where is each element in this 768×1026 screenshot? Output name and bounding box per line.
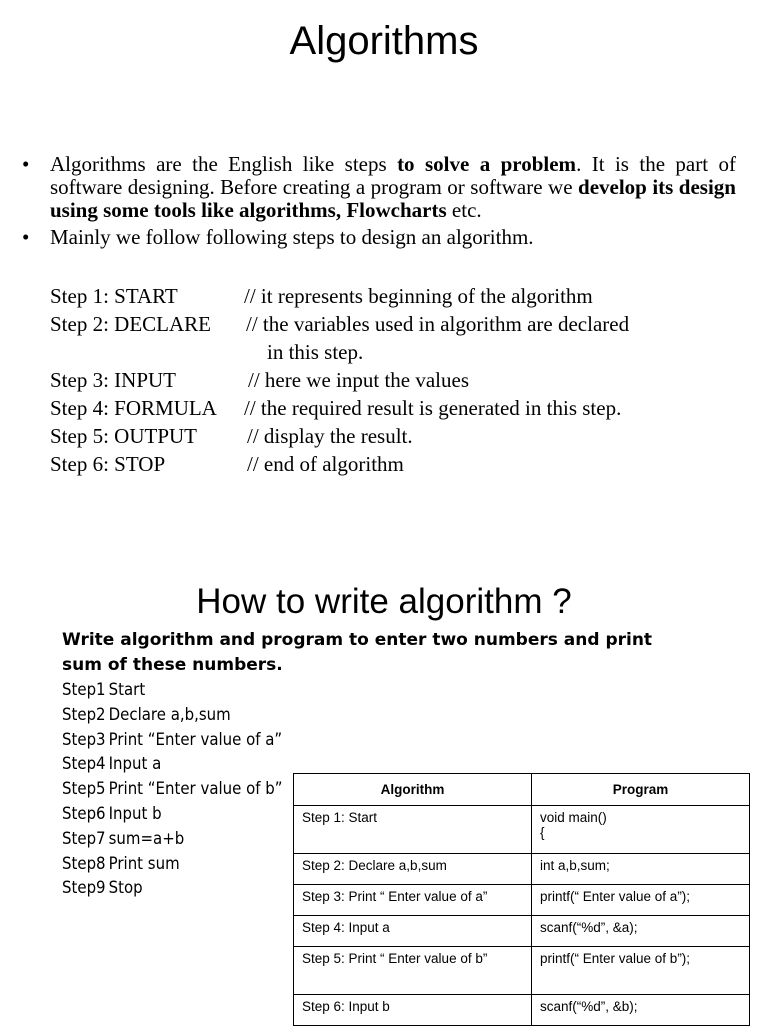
algorithm-program-table [293, 773, 750, 1026]
table-cell-algorithm: Step 1: Start [294, 806, 532, 854]
table-cell-algorithm: Step 3: Print “ Enter value of a” [294, 885, 532, 916]
bullet-bold-part: to solve a problem [397, 152, 577, 176]
example-step [62, 728, 590, 753]
table-cell-program: int a,b,sum; [532, 854, 750, 885]
table-cell-program: printf(“ Enter value of b”); [532, 947, 750, 995]
bullet-item [22, 153, 736, 222]
step-label: Step 3: INPUT [50, 368, 176, 392]
program-line: void main() [540, 810, 607, 825]
table-row [294, 854, 750, 885]
example-step-text: Declare a,b,sum [108, 704, 231, 725]
example-step [62, 678, 590, 703]
step-comment: // the required result is generated in this step. [244, 396, 622, 420]
example-step-label: Step1 [62, 680, 106, 700]
table-cell-program: scanf(“%d”, &a); [532, 916, 750, 947]
example-step-label: Step7 [62, 828, 106, 849]
example-question [62, 628, 662, 678]
bullet-item [22, 226, 736, 249]
step-comment: // it represents beginning of the algorithm [244, 284, 593, 308]
table-header-row [294, 774, 750, 806]
step-label: Step 1: START [50, 284, 178, 308]
example-step-text: Stop [108, 878, 143, 899]
bullet-part: Algorithms are the English like steps [50, 152, 398, 176]
table-header-cell: Algorithm [294, 774, 532, 806]
program-line: { [540, 825, 545, 840]
step-label: Step 4: FORMULA [50, 396, 217, 420]
step-comment-continued: in this step. [267, 340, 364, 364]
bullet-bold-part: develop its design using some tools like algorithms, Flowcharts [50, 175, 736, 222]
example-step-label: Step6 [62, 803, 106, 824]
example-step-text: Print “Enter value of a” [108, 729, 283, 750]
example-question-line: sum of these numbers. [62, 655, 283, 675]
step-row [50, 282, 750, 310]
table-header-cell: Program [532, 774, 750, 806]
example-step-label: Step3 [62, 729, 106, 750]
table-row [294, 806, 750, 854]
example-step-text: Print sum [108, 853, 180, 874]
example-question-line: Write algorithm and program to enter two numbers and print [62, 630, 653, 650]
step-row [50, 310, 750, 338]
example-step-text: Input a [108, 754, 162, 775]
bullet-text [50, 153, 736, 222]
example-step-label: Step8 [62, 853, 106, 874]
table-cell-program: printf(“ Enter value of a”); [532, 885, 750, 916]
step-row [50, 450, 750, 478]
table-cell-program [532, 806, 750, 854]
step-continuation [50, 338, 750, 366]
step-row [50, 394, 750, 422]
example-step-text: sum=a+b [108, 828, 185, 849]
bullet-text: Mainly we follow following steps to design an algorithm. [50, 225, 534, 249]
step-comment: // the variables used in algorithm are declared [246, 312, 630, 336]
page-title: Algorithms [289, 19, 479, 63]
example-step-text: Start [108, 680, 146, 700]
bullet-icon: • [22, 152, 30, 176]
example-step-label: Step9 [62, 878, 106, 899]
step-label: Step 5: OUTPUT [50, 424, 197, 448]
table-row [294, 885, 750, 916]
table-row [294, 947, 750, 995]
table-row [294, 995, 750, 1026]
example-step [62, 703, 590, 728]
example-step-label: Step5 [62, 779, 106, 800]
table-cell-algorithm: Step 5: Print “ Enter value of b” [294, 947, 532, 995]
step-label: Step 6: STOP [50, 452, 166, 476]
algorithm-steps [50, 282, 750, 478]
step-label: Step 2: DECLARE [50, 312, 211, 336]
table-cell-algorithm: Step 2: Declare a,b,sum [294, 854, 532, 885]
section-title: How to write algorithm ? [196, 582, 572, 621]
table-row [294, 916, 750, 947]
example-step-text: Print “Enter value of b” [108, 779, 283, 800]
step-row [50, 422, 750, 450]
bullet-part: etc. [446, 198, 482, 222]
bullet-part: . It is the part of software designing. Before creating a program or software we [50, 152, 736, 199]
step-comment: // display the result. [247, 424, 413, 448]
intro-bullets [22, 153, 736, 249]
step-comment: // end of algorithm [247, 452, 404, 476]
step-comment: // here we input the values [248, 368, 470, 392]
example-step-label: Step2 [62, 704, 106, 725]
table-cell-program: scanf(“%d”, &b); [532, 995, 750, 1026]
table-cell-algorithm: Step 4: Input a [294, 916, 532, 947]
table-cell-algorithm: Step 6: Input b [294, 995, 532, 1026]
example-step-text: Input b [108, 803, 162, 824]
step-row [50, 366, 750, 394]
example-step-label: Step4 [62, 754, 106, 775]
bullet-icon: • [22, 225, 30, 249]
